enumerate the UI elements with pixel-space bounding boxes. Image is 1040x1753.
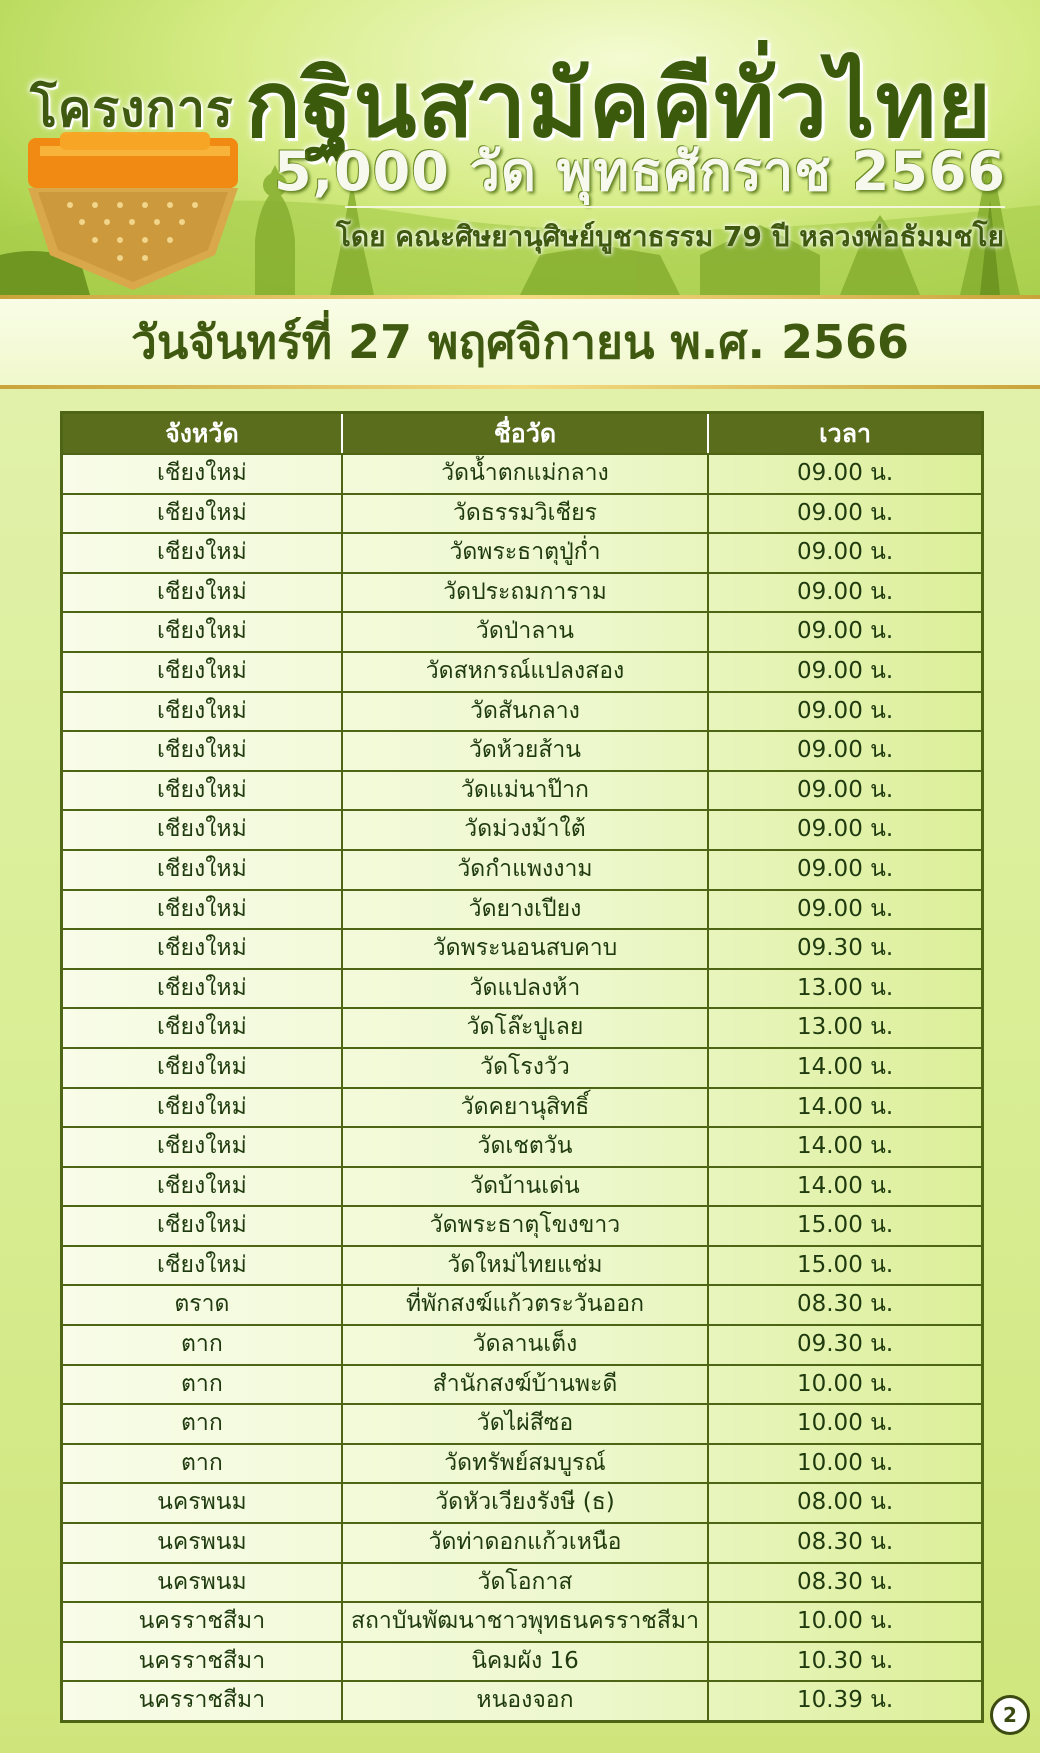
table-row bbox=[63, 1364, 981, 1404]
time-cell: 10.00 น. bbox=[796, 1449, 894, 1476]
temple-cell: วัดโรงวัว bbox=[343, 1049, 709, 1087]
province-cell: เชียงใหม่ bbox=[63, 1089, 343, 1127]
time-cell: 09.00 น. bbox=[796, 895, 894, 922]
time-cell: 09.00 น. bbox=[796, 776, 894, 803]
province-cell: เชียงใหม่ bbox=[63, 534, 343, 572]
time-cell: 13.00 น. bbox=[796, 974, 894, 1001]
province-cell: เชียงใหม่ bbox=[63, 1207, 343, 1245]
province-cell: เชียงใหม่ bbox=[63, 653, 343, 691]
temple-cell: วัดคยานุสิทธิ์ bbox=[343, 1089, 709, 1127]
time-cell: 09.00 น. bbox=[796, 460, 894, 486]
table-row bbox=[63, 730, 981, 770]
temple-cell: วัดทรัพย์สมบูรณ์ bbox=[343, 1445, 709, 1483]
table-row bbox=[63, 1324, 981, 1364]
temple-cell: วัดพระธาตุปู่ก่ำ bbox=[343, 534, 709, 572]
temple-cell: สำนักสงฆ์บ้านพะดี bbox=[343, 1366, 709, 1404]
organizer-line: โดย คณะศิษยานุศิษย์บูชาธรรม 79 ปี หลวงพ่อธัมมชโย bbox=[335, 220, 1004, 253]
temple-cell: วัดธรรมวิเชียร bbox=[343, 495, 709, 533]
province-cell: ตาก bbox=[63, 1326, 343, 1364]
time-cell: 14.00 น. bbox=[796, 1172, 894, 1199]
table-row bbox=[63, 1482, 981, 1522]
province-cell: นครราชสีมา bbox=[63, 1682, 343, 1720]
time-cell: 14.00 น. bbox=[796, 1133, 894, 1160]
time-cell: 09.30 น. bbox=[796, 935, 894, 962]
time-cell: 09.00 น. bbox=[796, 578, 894, 605]
table-row bbox=[63, 493, 981, 533]
time-cell: 09.00 น. bbox=[796, 499, 894, 526]
title-prefix: โครงการ bbox=[30, 80, 234, 138]
column-header-province: จังหวัด bbox=[63, 414, 343, 453]
column-header-time: เวลา bbox=[819, 419, 872, 448]
time-cell: 08.00 น. bbox=[796, 1489, 894, 1516]
temple-cell: วัดห้วยส้าน bbox=[343, 732, 709, 770]
table-header bbox=[63, 414, 981, 453]
table-row bbox=[63, 572, 981, 612]
province-cell: นครราชสีมา bbox=[63, 1643, 343, 1681]
temple-cell: วัดกำแพงงาม bbox=[343, 851, 709, 889]
table-row bbox=[63, 1087, 981, 1127]
table-row bbox=[63, 1205, 981, 1245]
time-cell: 09.00 น. bbox=[796, 737, 894, 764]
province-cell: เชียงใหม่ bbox=[63, 1049, 343, 1087]
temple-cell: วัดลานเต็ง bbox=[343, 1326, 709, 1364]
table-row bbox=[63, 770, 981, 810]
table-row bbox=[63, 453, 981, 493]
time-cell: 10.39 น. bbox=[796, 1687, 894, 1714]
province-cell: เชียงใหม่ bbox=[63, 1128, 343, 1166]
province-cell: เชียงใหม่ bbox=[63, 455, 343, 493]
table-row bbox=[63, 1284, 981, 1324]
table-row bbox=[63, 809, 981, 849]
temple-cell: สถาบันพัฒนาชาวพุทธนครราชสีมา bbox=[343, 1603, 709, 1641]
temple-cell: วัดพระนอนสบคาบ bbox=[343, 930, 709, 968]
time-cell: 09.00 น. bbox=[796, 697, 894, 724]
province-cell: นครพนม bbox=[63, 1484, 343, 1522]
province-cell: เชียงใหม่ bbox=[63, 811, 343, 849]
event-date: วันจันทร์ที่ 27 พฤศจิกายน พ.ศ. 2566 bbox=[0, 299, 1040, 385]
time-cell: 09.00 น. bbox=[796, 657, 894, 684]
divider bbox=[345, 206, 1005, 208]
province-cell: เชียงใหม่ bbox=[63, 851, 343, 889]
table-body bbox=[63, 453, 981, 1720]
table-row bbox=[63, 1443, 981, 1483]
temple-cell: วัดไผ่สีซอ bbox=[343, 1405, 709, 1443]
temple-cell: ที่พักสงฆ์แก้วตระวันออก bbox=[343, 1286, 709, 1324]
temple-cell: วัดประถมการาม bbox=[343, 574, 709, 612]
table-row bbox=[63, 1126, 981, 1166]
table-row bbox=[63, 1522, 981, 1562]
column-header-temple: ชื่อวัด bbox=[343, 414, 709, 453]
page-title: กฐินสามัคคีทั่วไทย bbox=[245, 51, 993, 158]
temple-cell: วัดเชตวัน bbox=[343, 1128, 709, 1166]
temple-schedule-table bbox=[60, 411, 984, 1723]
table-row bbox=[63, 1601, 981, 1641]
temple-cell: วัดท่าดอกแก้วเหนือ bbox=[343, 1524, 709, 1562]
header-banner bbox=[0, 0, 1040, 295]
gold-divider-bottom bbox=[0, 385, 1040, 389]
time-cell: 14.00 น. bbox=[796, 1093, 894, 1120]
time-cell: 13.00 น. bbox=[796, 1014, 894, 1041]
province-cell: นครราชสีมา bbox=[63, 1603, 343, 1641]
temple-cell: วัดพระธาตุโขงขาว bbox=[343, 1207, 709, 1245]
temple-cell: วัดยางเปียง bbox=[343, 891, 709, 929]
temple-cell: วัดสหกรณ์แปลงสอง bbox=[343, 653, 709, 691]
temple-cell: วัดสันกลาง bbox=[343, 693, 709, 731]
table-row bbox=[63, 1166, 981, 1206]
province-cell: นครพนม bbox=[63, 1524, 343, 1562]
temple-cell: วัดแม่นาป๊าก bbox=[343, 772, 709, 810]
province-cell: เชียงใหม่ bbox=[63, 732, 343, 770]
table-row bbox=[63, 1047, 981, 1087]
temple-cell: วัดม่วงม้าใต้ bbox=[343, 811, 709, 849]
table-row bbox=[63, 691, 981, 731]
province-cell: เชียงใหม่ bbox=[63, 1247, 343, 1285]
province-cell: นครพนม bbox=[63, 1564, 343, 1602]
province-cell: ตราด bbox=[63, 1286, 343, 1324]
time-cell: 15.00 น. bbox=[796, 1212, 894, 1239]
province-cell: เชียงใหม่ bbox=[63, 891, 343, 929]
time-cell: 10.00 น. bbox=[796, 1370, 894, 1397]
province-cell: เชียงใหม่ bbox=[63, 1009, 343, 1047]
province-cell: ตาก bbox=[63, 1405, 343, 1443]
province-cell: เชียงใหม่ bbox=[63, 1168, 343, 1206]
page-number-badge: 2 bbox=[990, 1695, 1030, 1735]
province-cell: ตาก bbox=[63, 1445, 343, 1483]
table-row bbox=[63, 1007, 981, 1047]
time-cell: 08.30 น. bbox=[796, 1568, 894, 1595]
table-row bbox=[63, 1403, 981, 1443]
table-row bbox=[63, 651, 981, 691]
temple-cell: วัดบ้านเด่น bbox=[343, 1168, 709, 1206]
time-cell: 09.00 น. bbox=[796, 618, 894, 645]
temple-cell: วัดโล๊ะปูเลย bbox=[343, 1009, 709, 1047]
table-row bbox=[63, 1641, 981, 1681]
time-cell: 09.00 น. bbox=[796, 855, 894, 882]
time-cell: 09.30 น. bbox=[796, 1331, 894, 1358]
time-cell: 08.30 น. bbox=[796, 1529, 894, 1556]
temple-cell: วัดน้ำตกแม่กลาง bbox=[343, 455, 709, 493]
province-cell: เชียงใหม่ bbox=[63, 574, 343, 612]
temple-cell: วัดใหม่ไทยแช่ม bbox=[343, 1247, 709, 1285]
time-cell: 10.00 น. bbox=[796, 1608, 894, 1635]
table-row bbox=[63, 1562, 981, 1602]
time-cell: 09.00 น. bbox=[796, 539, 894, 566]
table-row bbox=[63, 1245, 981, 1285]
province-cell: เชียงใหม่ bbox=[63, 693, 343, 731]
temple-cell: วัดหัวเวียงรังษี (ธ) bbox=[343, 1484, 709, 1522]
time-cell: 15.00 น. bbox=[796, 1251, 894, 1278]
time-cell: 08.30 น. bbox=[796, 1291, 894, 1318]
province-cell: เชียงใหม่ bbox=[63, 613, 343, 651]
temple-cell: วัดโอกาส bbox=[343, 1564, 709, 1602]
time-cell: 10.30 น. bbox=[796, 1647, 894, 1674]
temple-cell: นิคมผัง 16 bbox=[343, 1643, 709, 1681]
temple-cell: หนองจอก bbox=[343, 1682, 709, 1720]
temple-cell: วัดป่าลาน bbox=[343, 613, 709, 651]
table-row bbox=[63, 849, 981, 889]
temple-cell: วัดแปลงห้า bbox=[343, 970, 709, 1008]
province-cell: ตาก bbox=[63, 1366, 343, 1404]
province-cell: เชียงใหม่ bbox=[63, 930, 343, 968]
time-cell: 10.00 น. bbox=[796, 1410, 894, 1437]
time-cell: 14.00 น. bbox=[796, 1053, 894, 1080]
table-row bbox=[63, 928, 981, 968]
table-row bbox=[63, 968, 981, 1008]
time-cell: 09.00 น. bbox=[796, 816, 894, 843]
province-cell: เชียงใหม่ bbox=[63, 772, 343, 810]
page-subtitle: 5,000 วัด พุทธศักราช 2566 bbox=[274, 140, 1006, 203]
table-row bbox=[63, 611, 981, 651]
table-row bbox=[63, 889, 981, 929]
province-cell: เชียงใหม่ bbox=[63, 970, 343, 1008]
table-row bbox=[63, 532, 981, 572]
province-cell: เชียงใหม่ bbox=[63, 495, 343, 533]
table-row bbox=[63, 1680, 981, 1720]
